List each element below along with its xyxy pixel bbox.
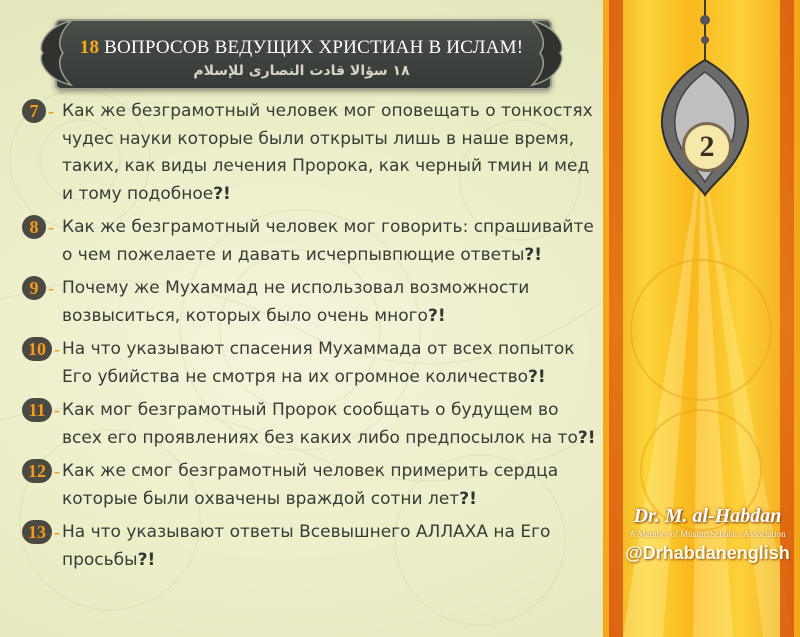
- question-text: [62, 98, 597, 208]
- question-item: [22, 397, 597, 452]
- question-item: [22, 214, 597, 269]
- question-number: 7: [29, 100, 39, 121]
- question-item: [22, 98, 597, 208]
- question-body: Как же безграмотный человек мог оповещать о тонкостях чудес науки которые были открыты лишь в наше время, таких, как виды лечения Пророка, как черный тмин и мед и тому подобное: [62, 101, 593, 204]
- question-item: [22, 275, 597, 330]
- question-body: Почему же Мухаммад не использовал возможности возвыситься, которых было очень много: [62, 278, 530, 326]
- bullet-icon: [22, 337, 52, 361]
- social-handle: @Drhabdanenglish: [625, 543, 790, 563]
- question-number-badge: 12 -: [22, 458, 62, 484]
- questions-list: [22, 98, 597, 580]
- question-number-badge: 13 -: [22, 519, 62, 545]
- author-name: Dr. M. al-Habdan: [633, 505, 782, 527]
- title-banner: [35, 13, 568, 92]
- question-number-badge: 10 -: [22, 336, 62, 362]
- page-title: [60, 37, 543, 59]
- question-item: [22, 336, 597, 391]
- question-number-badge: 7 -: [22, 98, 62, 124]
- question-number: 9: [29, 277, 39, 298]
- title-text: ВОПРОСОВ ВЕДУЩИХ ХРИСТИАН В ИСЛАМ!: [99, 37, 524, 58]
- question-number-badge: 8 -: [22, 214, 62, 240]
- question-text: [62, 214, 597, 269]
- question-item: [22, 458, 597, 513]
- question-item: [22, 519, 597, 574]
- page-number-badge: 2: [682, 122, 732, 172]
- question-mark: ?!: [528, 366, 546, 387]
- bullet-icon: [22, 99, 46, 123]
- question-number: 11: [28, 399, 46, 420]
- question-body: На что указывают спасения Мухаммада от всех попыток Его убийства не смотря на их огромное количество: [62, 339, 575, 387]
- question-text: [62, 458, 597, 513]
- question-number: 13: [28, 521, 46, 542]
- question-number-badge: 9 -: [22, 275, 62, 301]
- bullet-icon: [22, 276, 46, 300]
- question-body: Как мог безграмотный Пророк сообщать о будущем во всех его проявлениях без каких либо предпосылок на то: [62, 400, 578, 448]
- question-mark: ?!: [577, 427, 596, 448]
- question-text: [62, 275, 597, 330]
- question-text: [62, 519, 597, 574]
- question-text: [62, 336, 597, 391]
- author-association: A Member of Muslim Scholars Association: [629, 529, 786, 539]
- bullet-icon: [22, 520, 52, 544]
- question-body: Как же смог безграмотный человек примерить сердца которые были охвачены враждой сотни лет: [62, 461, 559, 509]
- question-mark: ?!: [427, 305, 446, 326]
- title-number: 18: [79, 37, 100, 58]
- question-mark: ?!: [213, 183, 231, 204]
- question-number: 12: [28, 460, 46, 481]
- question-mark: ?!: [459, 488, 477, 509]
- arabic-subtitle: ١٨ سؤالا قادت النصارى للإسلام: [193, 63, 410, 79]
- question-body: Как же безграмотный человек мог говорить: спрашивайте о чем пожелаете и давать исчерпывпющие ответы: [62, 217, 594, 265]
- question-number: 10: [28, 338, 46, 359]
- bullet-icon: [22, 215, 46, 239]
- question-body: На что указывают ответы Всевышнего АЛЛАХА на Его просьбы: [62, 522, 551, 570]
- bullet-icon: [22, 459, 52, 483]
- question-number-badge: 11 -: [22, 397, 62, 423]
- question-mark: ?!: [524, 244, 543, 265]
- question-text: [62, 397, 597, 452]
- question-mark: ?!: [137, 549, 156, 570]
- bullet-icon: [22, 398, 52, 422]
- author-signature: [620, 505, 795, 564]
- question-number: 8: [29, 216, 39, 237]
